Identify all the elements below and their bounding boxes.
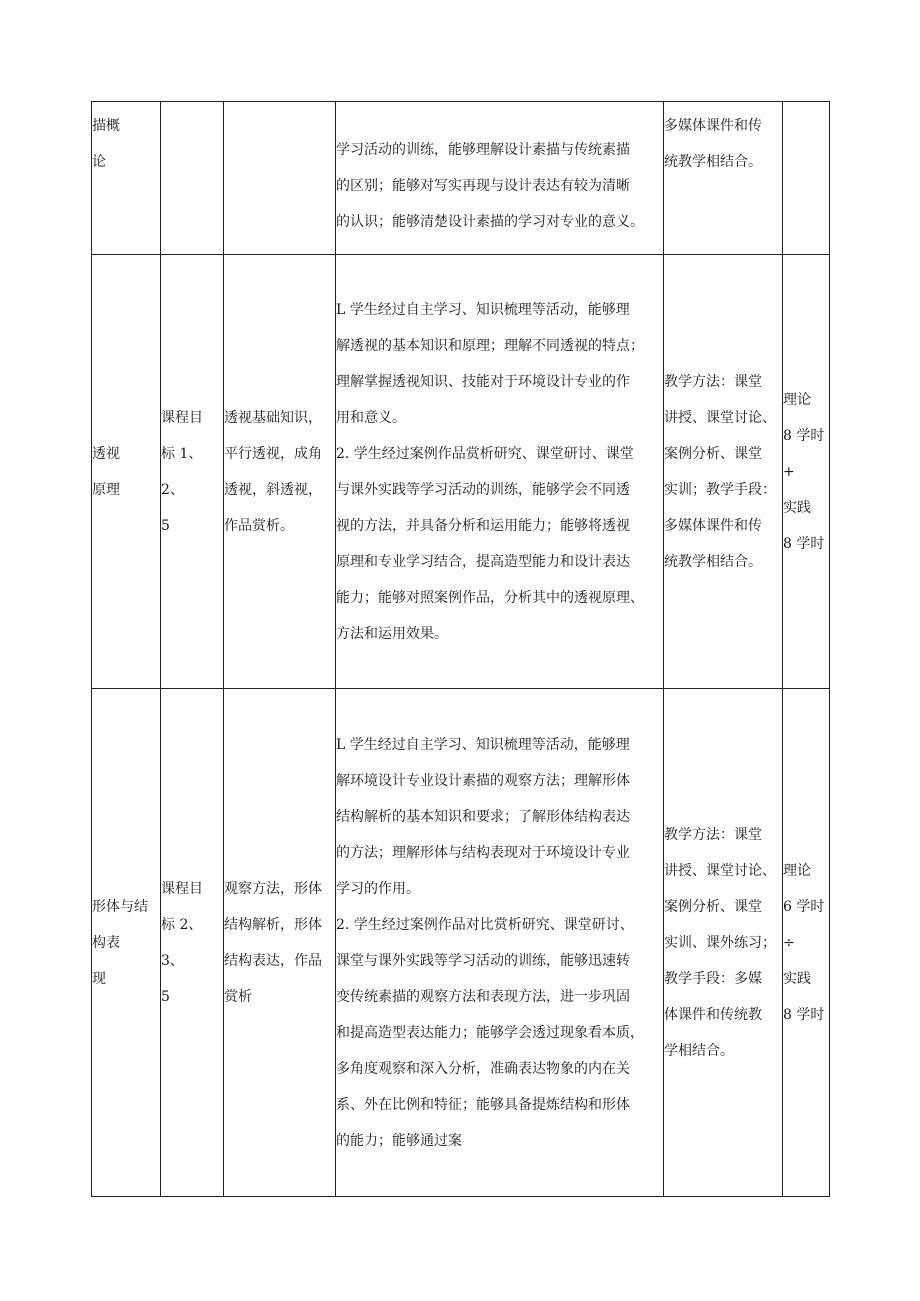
cell-text-line: 2. 学生经过案例作品对比赏析研究、课堂研讨、 xyxy=(336,916,634,933)
cell-text-line: 用和意义。 xyxy=(336,409,406,426)
hours-cell xyxy=(783,255,830,689)
cell-text-line: 案例分析、课堂 xyxy=(664,445,762,462)
cell-text-line: 理论 xyxy=(783,391,811,408)
cell-text-line: 视的方法，并具备分析和运用能力；能够将透视 xyxy=(336,517,630,534)
cell-text-line: 教学方法：课堂 xyxy=(664,826,762,843)
table-row xyxy=(92,255,830,689)
cell-text-line: 描概 xyxy=(92,118,120,134)
objectives-cell xyxy=(161,689,224,1197)
cell-text-line: 统教学相结合。 xyxy=(664,553,762,570)
cell-text-line: 5 xyxy=(161,517,170,534)
methods-cell xyxy=(664,255,783,689)
cell-text-line: 标 2、 xyxy=(161,916,203,933)
cell-text-line: 结构表达，作品 xyxy=(224,952,322,969)
cell-text-line: 8 学时 xyxy=(783,427,825,444)
cell-text-line: 解透视的基本知识和原理；理解不同透视的特点； xyxy=(336,337,644,354)
cell-text-line: 的能力；能够通过案 xyxy=(336,1132,462,1149)
cell-text-line: 多媒体课件和传 xyxy=(664,118,762,134)
table-row xyxy=(92,102,830,255)
cell-text-line: 的方法；理解形体与结构表现对于环境设计专业 xyxy=(336,844,630,861)
cell-text-line: 构表 xyxy=(92,934,120,951)
cell-text-line: 原理 xyxy=(92,481,120,498)
content-cell xyxy=(224,255,336,689)
cell-text-line: 的区别；能够对写实再现与设计表达有较为清晰 xyxy=(336,178,630,194)
cell-text-line: 多媒体课件和传 xyxy=(664,517,762,534)
cell-text-line: 理论 xyxy=(783,862,811,879)
cell-text-line: 透视 xyxy=(92,445,120,462)
cell-text-line: 2. 学生经过案例作品赏析研究、课堂研讨、课堂 xyxy=(336,445,634,462)
cell-text-line: 方法和运用效果。 xyxy=(336,625,448,642)
cell-text-line: 理解掌握透视知识、技能对于环境设计专业的作 xyxy=(336,373,630,390)
cell-text-line: 变传统素描的观察方法和表现方法，进一步巩固 xyxy=(336,988,630,1005)
cell-text-line: 教学方法：课堂 xyxy=(664,373,762,390)
cell-text-line: 结构解析的基本知识和要求；了解形体结构表达 xyxy=(336,808,630,825)
course-table-body xyxy=(92,102,830,1197)
cell-text-line: 统教学相结合。 xyxy=(664,154,762,170)
cell-text-line: 能力；能够对照案例作品，分析其中的透视原理、 xyxy=(336,589,644,606)
cell-text-line: L 学生经过自主学习、知识梳理等活动，能够理 xyxy=(336,736,630,753)
cell-text-line: 透视基础知识， xyxy=(224,409,322,426)
cell-text-line: 学习活动的训练，能够理解设计素描与传统素描 xyxy=(336,142,630,158)
cell-text-line: 观察方法，形体 xyxy=(224,880,322,897)
cell-text-line: 学相结合。 xyxy=(664,1042,734,1059)
cell-text-line: ÷ xyxy=(783,934,795,951)
cell-text-line: 案例分析、课堂 xyxy=(664,898,762,915)
cell-text-line: 多角度观察和深入分析，准确表达物象的内在关 xyxy=(336,1060,630,1077)
requirements-cell xyxy=(336,689,664,1197)
cell-text-line: 解环境设计专业设计素描的观察方法；理解形体 xyxy=(336,772,630,789)
cell-text-line: 课程目 xyxy=(161,409,203,426)
cell-text-line: 赏析 xyxy=(224,988,252,1005)
cell-text-line: 5 xyxy=(161,988,170,1005)
cell-text-line: 讲授、课堂讨论、 xyxy=(664,409,776,426)
cell-text-line: 教学手段：多媒 xyxy=(664,970,762,987)
cell-text-line: 3、 xyxy=(161,952,184,969)
topic-cell xyxy=(92,102,161,255)
cell-text-line: 系、外在比例和特征；能够具备提炼结构和形体 xyxy=(336,1096,630,1113)
cell-text-line: 论 xyxy=(92,154,106,170)
cell-text-line: 形体与结 xyxy=(92,898,148,915)
course-table xyxy=(91,101,830,1197)
methods-cell xyxy=(664,689,783,1197)
cell-text-line: 作品赏析。 xyxy=(224,517,294,534)
methods-cell xyxy=(664,102,783,255)
content-cell xyxy=(224,689,336,1197)
cell-text-line: 实训、课外练习； xyxy=(664,934,776,951)
cell-text-line: 8 学时 xyxy=(783,1006,825,1023)
cell-text-line: + xyxy=(783,463,795,480)
cell-text-line: 讲授、课堂讨论、 xyxy=(664,862,776,879)
cell-text-line: 体课件和传统教 xyxy=(664,1006,762,1023)
cell-text-line: 与课外实践等学习活动的训练，能够学会不同透 xyxy=(336,481,630,498)
content-cell xyxy=(224,102,336,255)
cell-text-line: 原理和专业学习结合，提高造型能力和设计表达 xyxy=(336,553,630,570)
objectives-cell xyxy=(161,255,224,689)
cell-text-line: 实践 xyxy=(783,970,811,987)
cell-text-line: 标 1、 xyxy=(161,445,203,462)
cell-text-line: 实践 xyxy=(783,499,811,516)
cell-text-line: 8 学时 xyxy=(783,535,825,552)
objectives-cell xyxy=(161,102,224,255)
cell-text-line: 课堂与课外实践等学习活动的训练，能够迅速转 xyxy=(336,952,630,969)
cell-text-line: 平行透视，成角 xyxy=(224,445,322,462)
cell-text-line: 结构解析，形体 xyxy=(224,916,322,933)
topic-cell xyxy=(92,255,161,689)
cell-text-line: 现 xyxy=(92,970,106,987)
topic-cell xyxy=(92,689,161,1197)
cell-text-line: 学习的作用。 xyxy=(336,880,420,897)
cell-text-line: L 学生经过自主学习、知识梳理等活动，能够理 xyxy=(336,301,630,318)
hours-cell xyxy=(783,102,830,255)
cell-text-line: 和提高造型表达能力；能够学会透过现象看本质， xyxy=(336,1024,644,1041)
hours-cell xyxy=(783,689,830,1197)
cell-text-line: 6 学时 xyxy=(783,898,825,915)
cell-text-line: 2、 xyxy=(161,481,184,498)
requirements-cell xyxy=(336,255,664,689)
cell-text-line: 透视，斜透视， xyxy=(224,481,322,498)
cell-text-line: 实训；教学手段： xyxy=(664,481,776,498)
cell-text-line: 课程目 xyxy=(161,880,203,897)
table-row xyxy=(92,689,830,1197)
requirements-cell xyxy=(336,102,664,255)
cell-text-line: 的认识；能够清楚设计素描的学习对专业的意义。 xyxy=(336,214,644,230)
